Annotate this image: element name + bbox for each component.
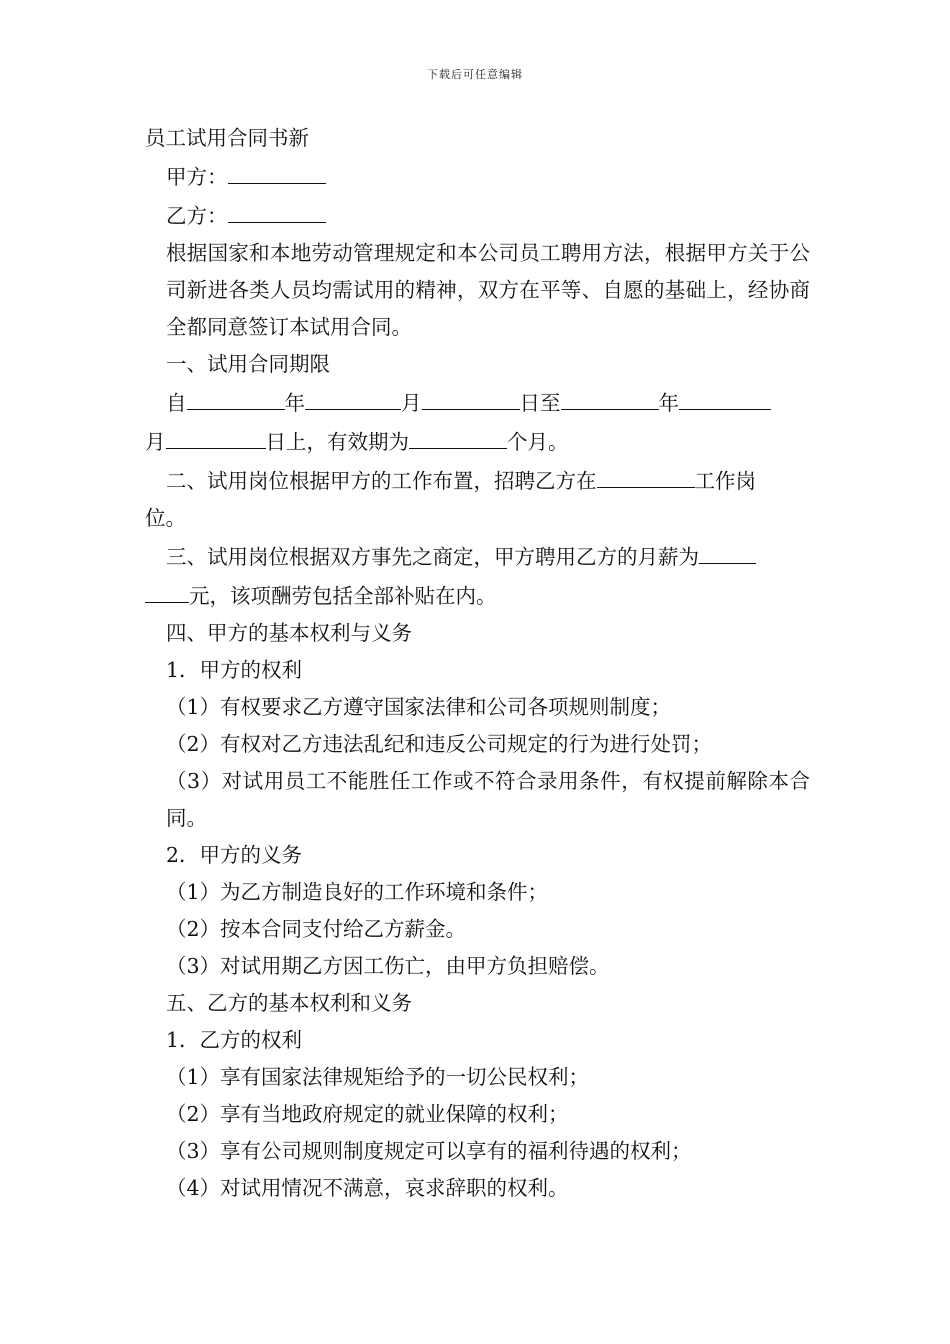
salary-blank-part2 [145,576,189,603]
section-1-period-line: 自 年 月 日至 年 [145,383,810,422]
section-2-line-2: 位。 [145,506,186,530]
party-a-right-item: （1）有权要求乙方遵守国家法律和公司各项规则制度； [166,695,672,719]
party-a-right-item: （2）有权对乙方违法乱纪和违反公司规定的行为进行处罚； [166,732,713,756]
section-1-title: 一、试用合同期限 [166,352,330,376]
party-a-duty-item: （2）按本合同支付给乙方薪金。 [166,917,467,941]
party-b-right-item: （4）对试用情况不满意，哀求辞职的权利。 [166,1176,569,1200]
intro-paragraph: 根据国家和本地劳动管理规定和本公司员工聘用方法，根据甲方关于公司新进各类人员均需试用的精神，双方在平等、自愿的基础上，经协商全都同意签订本试用合同。 [166,241,810,339]
end-day-blank [166,422,266,449]
party-b-label: 乙方： [166,204,228,228]
party-a-duties-title: 2．甲方的义务 [166,843,303,867]
salary-blank-part1 [699,537,756,564]
end-month-blank [679,383,771,410]
party-a-line [145,157,810,196]
party-b-line [145,196,810,235]
party-b-blank [228,196,326,223]
party-b-right-item: （3）享有公司规则制度规定可以享有的福利待遇的权利； [166,1139,692,1163]
section-5-title: 五、乙方的基本权利和义务 [166,991,412,1015]
start-month-blank [305,383,401,410]
position-blank [597,461,695,488]
section-3-line-2: 元，该项酬劳包括全部补贴在内。 [145,576,810,615]
page-header-note: 下载后可任意编辑 [427,68,523,81]
end-year-blank [561,383,659,410]
party-a-duty-item: （3）对试用期乙方因工伤亡，由甲方负担赔偿。 [166,954,610,978]
duration-blank [409,422,507,449]
party-a-blank [228,157,326,184]
start-day-blank [422,383,520,410]
section-3-line: 三、试用岗位根据双方事先之商定，甲方聘用乙方的月薪为 [145,537,810,576]
contract-document [145,120,810,1207]
start-year-blank [187,383,285,410]
party-b-right-item: （2）享有当地政府规定的就业保障的权利； [166,1102,569,1126]
document-title: 员工试用合同书新 [145,126,309,150]
party-b-rights-title: 1．乙方的权利 [166,1028,303,1052]
party-a-duty-item: （1）为乙方制造良好的工作环境和条件； [166,880,549,904]
party-a-rights-title: 1．甲方的权利 [166,658,303,682]
section-1-period-line-2: 月 日上，有效期为 个月。 [145,422,810,461]
party-a-label: 甲方： [166,165,228,189]
party-a-right-item: （3）对试用员工不能胜任工作或不符合录用条件，有权提前解除本合同。 [166,769,810,830]
party-b-right-item: （1）享有国家法律规矩给予的一切公民权利； [166,1065,590,1089]
section-2-line: 二、试用岗位根据甲方的工作布置，招聘乙方在 工作岗 [145,461,810,500]
section-4-title: 四、甲方的基本权利与义务 [166,621,412,645]
